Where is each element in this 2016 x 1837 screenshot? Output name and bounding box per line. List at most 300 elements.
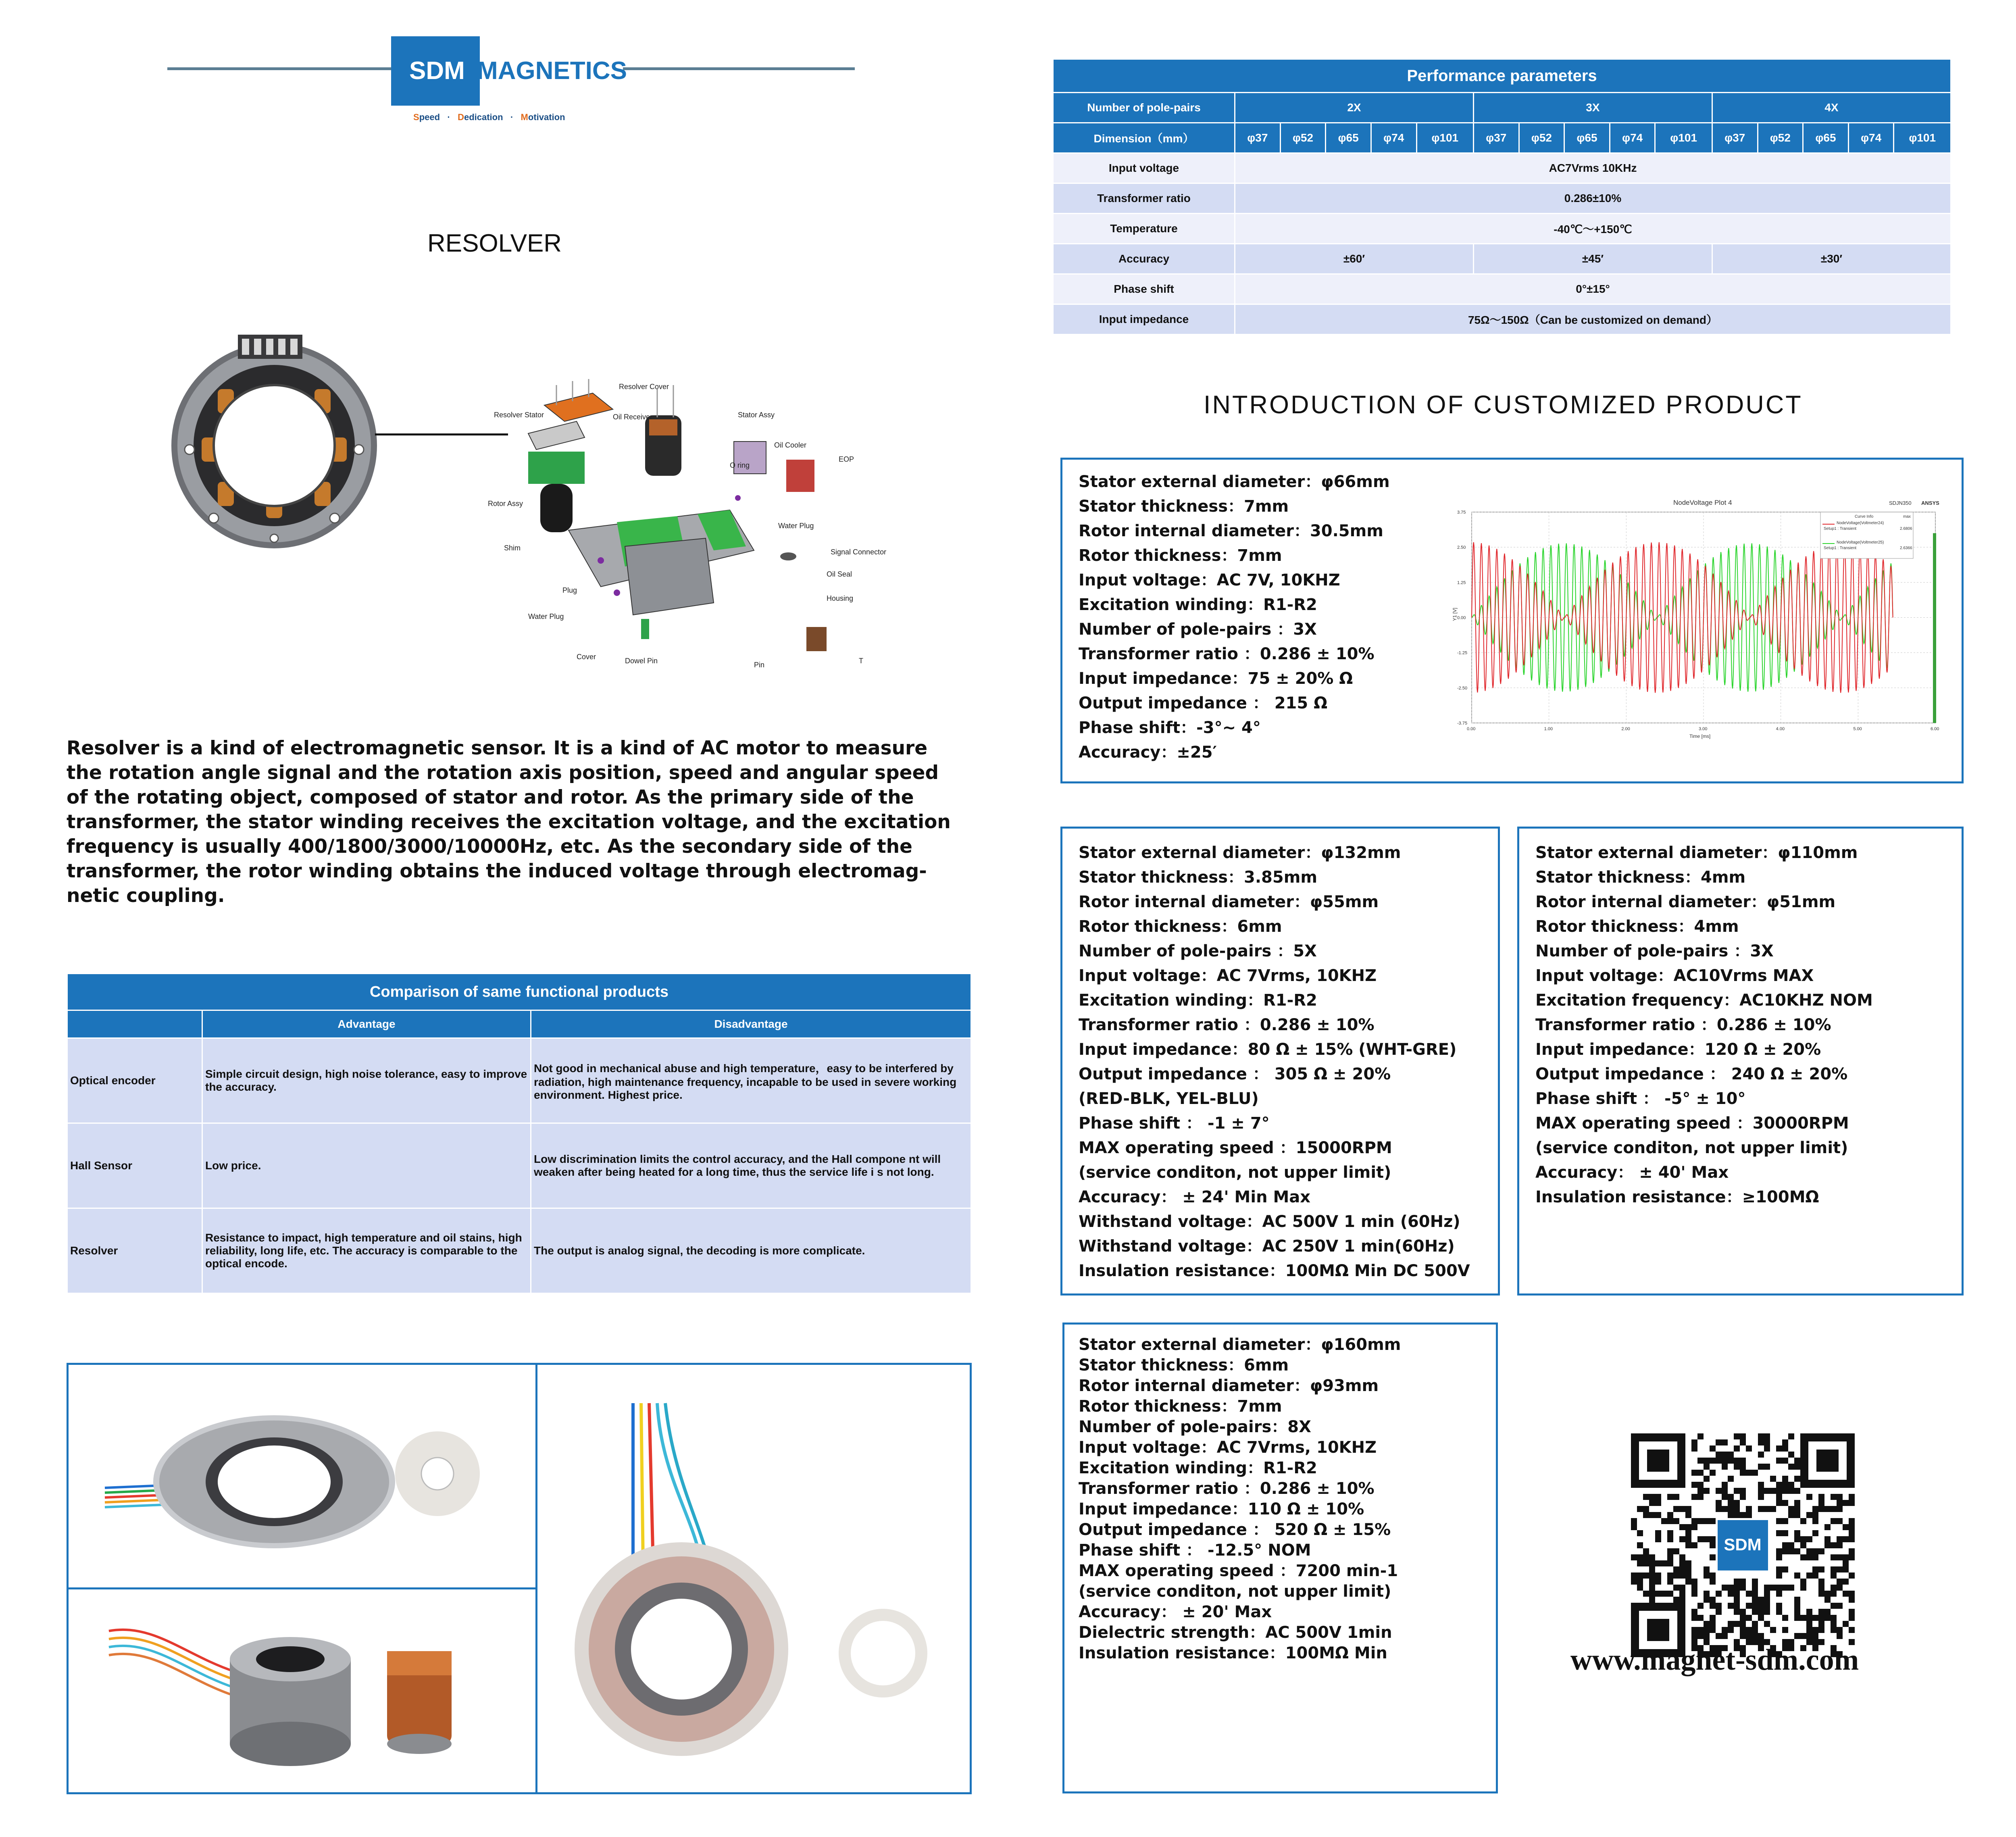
qr-module bbox=[1831, 1585, 1837, 1591]
qr-module bbox=[1722, 1488, 1728, 1494]
qr-module bbox=[1697, 1615, 1704, 1621]
x-tick-label: 3.00 bbox=[1699, 727, 1708, 731]
qr-module bbox=[1764, 1603, 1770, 1609]
spec-line: Accuracy： ± 24' Min Max bbox=[1079, 1188, 1311, 1206]
spec-line: MAX operating speed ：15000RPM bbox=[1079, 1139, 1392, 1157]
qr-module bbox=[1824, 1542, 1831, 1548]
param-value: 0.286±10% bbox=[1235, 184, 1950, 213]
qr-module bbox=[1818, 1609, 1824, 1615]
label-resolver-cover: Resolver Cover bbox=[619, 383, 669, 391]
logo-sdm-text: SDM bbox=[409, 57, 465, 85]
dimension-cell: φ101 bbox=[1894, 123, 1950, 152]
qr-module bbox=[1843, 1560, 1849, 1566]
photo-divider-vertical bbox=[535, 1363, 537, 1794]
qr-module bbox=[1734, 1597, 1740, 1603]
qr-module bbox=[1776, 1488, 1782, 1494]
table-row bbox=[68, 1124, 971, 1208]
qr-module bbox=[1831, 1518, 1837, 1524]
param-label: Transformer ratio bbox=[1054, 184, 1234, 213]
qr-module bbox=[1782, 1530, 1788, 1536]
description-line: transformer, the rotor winding obtains the induced voltage through electromag- bbox=[67, 860, 927, 882]
qr-module bbox=[1649, 1597, 1655, 1603]
qr-module bbox=[1637, 1554, 1643, 1560]
qr-module bbox=[1716, 1439, 1722, 1445]
qr-module bbox=[1788, 1433, 1794, 1439]
qr-module bbox=[1655, 1560, 1661, 1566]
qr-module bbox=[1849, 1572, 1855, 1579]
dimension-cell: φ37 bbox=[1474, 123, 1518, 152]
qr-module bbox=[1691, 1609, 1697, 1615]
qr-module bbox=[1764, 1591, 1770, 1597]
spec-line: MAX operating speed ：30000RPM bbox=[1535, 1114, 1849, 1133]
spec-line: Input impedance：110 Ω ± 10% bbox=[1079, 1500, 1364, 1518]
qr-module bbox=[1734, 1579, 1740, 1585]
label-t: T bbox=[859, 657, 863, 665]
comparison-advantage: Resistance to impact, high temperature and oil stains, high reliability, long life, etc. The accuracy is comparable to the optical encode. bbox=[203, 1209, 530, 1293]
qr-module bbox=[1685, 1512, 1691, 1518]
qr-module bbox=[1631, 1579, 1637, 1585]
dimension-cell: φ74 bbox=[1610, 123, 1655, 152]
qr-module bbox=[1691, 1542, 1697, 1548]
qr-module bbox=[1837, 1542, 1843, 1548]
comparison-table bbox=[67, 973, 972, 1294]
qr-module bbox=[1837, 1536, 1843, 1542]
qr-module bbox=[1776, 1603, 1782, 1609]
qr-module bbox=[1649, 1566, 1655, 1572]
qr-module bbox=[1649, 1585, 1655, 1591]
qr-module bbox=[1710, 1615, 1716, 1621]
qr-module bbox=[1806, 1621, 1812, 1627]
qr-module bbox=[1770, 1585, 1776, 1591]
connector-line bbox=[375, 433, 508, 435]
spec-line: Insulation resistance：100MΩ Min bbox=[1079, 1644, 1387, 1662]
qr-module bbox=[1734, 1445, 1740, 1452]
legend-series-1-name: NodeVoltage(Voltmeter24) bbox=[1837, 521, 1884, 525]
qr-module bbox=[1818, 1615, 1824, 1621]
table-row bbox=[1054, 275, 1950, 304]
qr-module bbox=[1849, 1500, 1855, 1506]
qr-module bbox=[1776, 1494, 1782, 1500]
qr-module bbox=[1794, 1597, 1800, 1603]
qr-module bbox=[1704, 1536, 1710, 1542]
qr-module bbox=[1722, 1452, 1728, 1458]
qr-module bbox=[1728, 1476, 1734, 1482]
qr-module bbox=[1752, 1579, 1758, 1585]
qr-module bbox=[1788, 1542, 1794, 1548]
qr-module bbox=[1806, 1554, 1812, 1560]
qr-module bbox=[1812, 1530, 1818, 1536]
qr-module bbox=[1831, 1566, 1837, 1572]
qr-module bbox=[1734, 1621, 1740, 1627]
qr-module bbox=[1710, 1621, 1716, 1627]
qr-module bbox=[1685, 1524, 1691, 1530]
qr-module bbox=[1734, 1464, 1740, 1470]
qr-module bbox=[1818, 1506, 1824, 1512]
qr-module bbox=[1710, 1542, 1716, 1548]
qr-module bbox=[1831, 1591, 1837, 1597]
param-label: Accuracy bbox=[1054, 244, 1234, 273]
qr-module bbox=[1818, 1591, 1824, 1597]
qr-module bbox=[1734, 1609, 1740, 1615]
qr-module bbox=[1812, 1615, 1818, 1621]
spec-line: Transformer ratio ：0.286 ± 10% bbox=[1079, 1016, 1375, 1034]
qr-module bbox=[1704, 1566, 1710, 1572]
pole-pairs-4x: 4X bbox=[1713, 93, 1950, 122]
label-water-plug-1: Water Plug bbox=[778, 522, 814, 530]
qr-module bbox=[1758, 1609, 1764, 1615]
photo-cylinder-resolver bbox=[105, 1607, 516, 1784]
spec-list-4 bbox=[1079, 1335, 1401, 1664]
param-value: 0°±15° bbox=[1235, 275, 1950, 304]
qr-module bbox=[1812, 1548, 1818, 1554]
dimension-cell: φ52 bbox=[1758, 123, 1803, 152]
qr-module bbox=[1849, 1554, 1855, 1560]
qr-module bbox=[1691, 1445, 1697, 1452]
qr-module bbox=[1752, 1470, 1758, 1476]
qr-module bbox=[1782, 1476, 1788, 1482]
qr-module bbox=[1655, 1494, 1661, 1500]
label-cover: Cover bbox=[577, 653, 596, 661]
qr-module bbox=[1667, 1572, 1673, 1579]
qr-module bbox=[1770, 1488, 1776, 1494]
qr-module bbox=[1740, 1458, 1746, 1464]
qr-module bbox=[1782, 1518, 1788, 1524]
photo-divider-horizontal bbox=[67, 1587, 536, 1589]
resolver-stator-image bbox=[157, 329, 383, 546]
qr-module bbox=[1824, 1506, 1831, 1512]
qr-module bbox=[1758, 1488, 1764, 1494]
qr-module bbox=[1691, 1518, 1697, 1524]
pole-pairs-3x: 3X bbox=[1474, 93, 1712, 122]
qr-module bbox=[1655, 1512, 1661, 1518]
dimension-cell: φ52 bbox=[1281, 123, 1325, 152]
qr-module bbox=[1722, 1494, 1728, 1500]
qr-module bbox=[1691, 1439, 1697, 1445]
qr-module bbox=[1655, 1591, 1661, 1597]
qr-module bbox=[1667, 1494, 1673, 1500]
qr-module bbox=[1837, 1603, 1843, 1609]
spec-line: Excitation winding：R1-R2 bbox=[1079, 991, 1317, 1010]
qr-module bbox=[1685, 1536, 1691, 1542]
website-url[interactable]: www.magnet-sdm.com bbox=[1570, 1643, 1859, 1677]
qr-module bbox=[1752, 1597, 1758, 1603]
qr-module bbox=[1655, 1500, 1661, 1506]
qr-module bbox=[1704, 1633, 1710, 1639]
qr-module bbox=[1697, 1518, 1704, 1524]
performance-table bbox=[1052, 58, 1951, 335]
qr-module bbox=[1734, 1433, 1740, 1439]
qr-module bbox=[1697, 1603, 1704, 1609]
spec-line: Number of pole-pairs ：3X bbox=[1535, 942, 1774, 960]
qr-module bbox=[1740, 1439, 1746, 1445]
qr-module bbox=[1679, 1524, 1685, 1530]
qr-module bbox=[1776, 1585, 1782, 1591]
qr-module bbox=[1728, 1591, 1734, 1597]
qr-module bbox=[1758, 1633, 1764, 1639]
qr-module bbox=[1667, 1530, 1673, 1536]
qr-module bbox=[1649, 1579, 1655, 1585]
spec-line: Input impedance：75 ± 20% Ω bbox=[1079, 669, 1353, 688]
qr-module bbox=[1673, 1506, 1679, 1512]
qr-module bbox=[1685, 1530, 1691, 1536]
spec-line: Rotor internal diameter：φ55mm bbox=[1079, 893, 1379, 911]
qr-module bbox=[1843, 1554, 1849, 1560]
qr-module bbox=[1691, 1470, 1697, 1476]
qr-module bbox=[1758, 1597, 1764, 1603]
qr-module bbox=[1710, 1572, 1716, 1579]
qr-module bbox=[1818, 1566, 1824, 1572]
spec-line: Number of pole-pairs ：3X bbox=[1079, 620, 1317, 639]
qr-module bbox=[1728, 1458, 1734, 1464]
qr-module bbox=[1764, 1609, 1770, 1615]
qr-code[interactable] bbox=[1631, 1433, 1855, 1657]
qr-module bbox=[1722, 1439, 1728, 1445]
qr-module bbox=[1685, 1542, 1691, 1548]
qr-module bbox=[1704, 1488, 1710, 1494]
qr-module bbox=[1818, 1585, 1824, 1591]
description-line: Resolver is a kind of electromagnetic sensor. It is a kind of AC motor to measure bbox=[67, 737, 928, 759]
description-line: netic coupling. bbox=[67, 885, 225, 907]
qr-module bbox=[1776, 1518, 1782, 1524]
dimension-cell: φ101 bbox=[1656, 123, 1711, 152]
qr-module bbox=[1818, 1548, 1824, 1554]
qr-module bbox=[1637, 1579, 1643, 1585]
table-row bbox=[68, 1209, 971, 1293]
qr-module bbox=[1716, 1609, 1722, 1615]
qr-module bbox=[1637, 1542, 1643, 1548]
qr-module bbox=[1691, 1494, 1697, 1500]
spec-line: Withstand voltage：AC 500V 1 min (60Hz) bbox=[1079, 1212, 1460, 1231]
dimension-cell: φ74 bbox=[1849, 123, 1893, 152]
qr-module bbox=[1776, 1458, 1782, 1464]
qr-module bbox=[1679, 1536, 1685, 1542]
qr-center-text: SDM bbox=[1724, 1535, 1762, 1554]
qr-module bbox=[1849, 1609, 1855, 1615]
qr-module bbox=[1752, 1627, 1758, 1633]
qr-module bbox=[1710, 1597, 1716, 1603]
comparison-product-name: Optical encoder bbox=[68, 1039, 202, 1123]
plot-xlabel: Time [ms] bbox=[1689, 733, 1711, 739]
qr-module bbox=[1667, 1560, 1673, 1566]
qr-module bbox=[1788, 1452, 1794, 1458]
qr-module bbox=[1764, 1464, 1770, 1470]
legend-header-curve: Curve Info bbox=[1855, 514, 1874, 519]
qr-module bbox=[1643, 1560, 1649, 1566]
label-shim: Shim bbox=[504, 544, 521, 552]
qr-module bbox=[1697, 1627, 1704, 1633]
qr-module bbox=[1649, 1512, 1655, 1518]
qr-module bbox=[1637, 1530, 1643, 1536]
qr-module bbox=[1782, 1458, 1788, 1464]
qr-module bbox=[1685, 1560, 1691, 1566]
qr-module bbox=[1800, 1585, 1806, 1591]
plot-title: NodeVoltage Plot 4 bbox=[1673, 499, 1732, 506]
qr-module bbox=[1812, 1506, 1818, 1512]
qr-module bbox=[1631, 1572, 1637, 1579]
qr-module bbox=[1710, 1579, 1716, 1585]
qr-module bbox=[1776, 1566, 1782, 1572]
qr-module bbox=[1740, 1615, 1746, 1621]
qr-module bbox=[1643, 1572, 1649, 1579]
spec-line: Input voltage：AC 7V, 10KHZ bbox=[1079, 571, 1340, 589]
qr-module bbox=[1728, 1621, 1734, 1627]
qr-module bbox=[1691, 1633, 1697, 1639]
qr-module bbox=[1728, 1627, 1734, 1633]
y-tick-label: 2.50 bbox=[1457, 545, 1466, 550]
spec-line: Rotor thickness：7mm bbox=[1079, 546, 1282, 565]
qr-module bbox=[1655, 1536, 1661, 1542]
qr-module bbox=[1831, 1615, 1837, 1621]
spec-line: Rotor internal diameter：φ93mm bbox=[1079, 1377, 1379, 1395]
qr-module bbox=[1655, 1572, 1661, 1579]
spec-line: Phase shift ： -1 ± 7° bbox=[1079, 1114, 1270, 1133]
qr-module bbox=[1818, 1494, 1824, 1500]
label-rotor-assy: Rotor Assy bbox=[488, 500, 523, 508]
qr-module bbox=[1752, 1609, 1758, 1615]
qr-module bbox=[1849, 1536, 1855, 1542]
spec-line: Number of pole-pairs ：5X bbox=[1079, 942, 1317, 960]
qr-module bbox=[1782, 1445, 1788, 1452]
qr-module bbox=[1843, 1524, 1849, 1530]
qr-module bbox=[1697, 1482, 1704, 1488]
qr-module bbox=[1734, 1488, 1740, 1494]
qr-module bbox=[1794, 1536, 1800, 1542]
dimension-cell: φ101 bbox=[1417, 123, 1473, 152]
qr-module bbox=[1716, 1500, 1722, 1506]
qr-module bbox=[1837, 1579, 1843, 1585]
qr-module bbox=[1691, 1482, 1697, 1488]
qr-module bbox=[1740, 1433, 1746, 1439]
param-label: Phase shift bbox=[1054, 275, 1234, 304]
qr-module bbox=[1710, 1536, 1716, 1542]
qr-module bbox=[1806, 1633, 1812, 1639]
qr-module bbox=[1740, 1464, 1746, 1470]
qr-module bbox=[1843, 1621, 1849, 1627]
qr-module bbox=[1752, 1633, 1758, 1639]
qr-module bbox=[1691, 1591, 1697, 1597]
qr-module bbox=[1649, 1591, 1655, 1597]
qr-module bbox=[1800, 1542, 1806, 1548]
y-tick-label: 3.75 bbox=[1457, 510, 1466, 515]
comparison-title: Comparison of same functional products bbox=[68, 974, 971, 1010]
legend-series-2-name: NodeVoltage(Voltmeter25) bbox=[1837, 540, 1884, 545]
qr-module bbox=[1843, 1591, 1849, 1597]
qr-module bbox=[1812, 1554, 1818, 1560]
dimension-label: Dimension（mm） bbox=[1054, 123, 1234, 152]
qr-module bbox=[1800, 1518, 1806, 1524]
qr-module bbox=[1746, 1445, 1752, 1452]
logo-line-right bbox=[623, 67, 855, 70]
qr-module bbox=[1758, 1452, 1764, 1458]
node-voltage-plot bbox=[1447, 496, 1947, 742]
qr-module bbox=[1764, 1585, 1770, 1591]
y-tick-label: 1.25 bbox=[1457, 580, 1466, 585]
spec-line: Output impedance ： 240 Ω ± 20% bbox=[1535, 1065, 1848, 1083]
qr-module bbox=[1776, 1482, 1782, 1488]
param-label: Input impedance bbox=[1054, 305, 1234, 334]
qr-module bbox=[1849, 1494, 1855, 1500]
qr-module bbox=[1824, 1597, 1831, 1603]
dimension-cell: φ65 bbox=[1326, 123, 1370, 152]
qr-module bbox=[1788, 1506, 1794, 1512]
qr-module bbox=[1831, 1494, 1837, 1500]
plot-brand-left: SDJN350 bbox=[1889, 500, 1912, 506]
qr-module bbox=[1812, 1566, 1818, 1572]
spec-line: Accuracy：±25′ bbox=[1079, 743, 1217, 762]
qr-module bbox=[1831, 1603, 1837, 1609]
spec-line: Rotor thickness：4mm bbox=[1535, 917, 1739, 936]
qr-module bbox=[1631, 1554, 1637, 1560]
comparison-disadvantage: Not good in mechanical abuse and high temperature，easy to be interfered by radiation, high maintenance frequency, incapable to be used in severe working environment. Highest price. bbox=[531, 1039, 971, 1123]
spec-line: Rotor thickness：6mm bbox=[1079, 917, 1282, 936]
spec-line: Stator external diameter：φ160mm bbox=[1079, 1335, 1401, 1354]
exploded-assembly-image bbox=[488, 377, 891, 683]
qr-module bbox=[1704, 1518, 1710, 1524]
qr-module bbox=[1794, 1548, 1800, 1554]
qr-module bbox=[1764, 1597, 1770, 1603]
qr-module bbox=[1740, 1494, 1746, 1500]
qr-module bbox=[1831, 1572, 1837, 1579]
qr-module bbox=[1849, 1627, 1855, 1633]
qr-module bbox=[1643, 1548, 1649, 1554]
qr-module bbox=[1722, 1482, 1728, 1488]
qr-module bbox=[1710, 1470, 1716, 1476]
qr-module bbox=[1849, 1615, 1855, 1621]
qr-module bbox=[1679, 1585, 1685, 1591]
qr-module bbox=[1679, 1572, 1685, 1579]
qr-module bbox=[1800, 1536, 1806, 1542]
qr-module bbox=[1806, 1572, 1812, 1579]
legend-series-1-max: 2.6806 bbox=[1900, 527, 1912, 531]
qr-module bbox=[1697, 1433, 1704, 1439]
qr-module bbox=[1740, 1633, 1746, 1639]
resolver-description bbox=[67, 736, 951, 908]
qr-module bbox=[1752, 1621, 1758, 1627]
qr-module bbox=[1752, 1591, 1758, 1597]
qr-module bbox=[1734, 1506, 1740, 1512]
spec-line: (service conditon, not upper limit) bbox=[1079, 1163, 1391, 1182]
qr-module bbox=[1782, 1439, 1788, 1445]
qr-module bbox=[1758, 1433, 1764, 1439]
qr-module bbox=[1837, 1633, 1843, 1639]
label-oil-cooler: Oil Cooler bbox=[774, 441, 807, 449]
qr-module bbox=[1843, 1500, 1849, 1506]
qr-module bbox=[1812, 1518, 1818, 1524]
qr-module bbox=[1831, 1506, 1837, 1512]
qr-module bbox=[1837, 1506, 1843, 1512]
qr-module bbox=[1812, 1572, 1818, 1579]
qr-module bbox=[1794, 1572, 1800, 1579]
spec-line: (service conditon, not upper limit) bbox=[1535, 1139, 1848, 1157]
spec-list-1 bbox=[1079, 470, 1390, 765]
qr-module bbox=[1722, 1633, 1728, 1639]
spec-line: Stator external diameter：φ66mm bbox=[1079, 473, 1390, 491]
logo-magnetics-text: MAGNETICS bbox=[477, 57, 627, 85]
qr-module bbox=[1685, 1579, 1691, 1585]
qr-module bbox=[1764, 1621, 1770, 1627]
qr-module bbox=[1661, 1560, 1667, 1566]
qr-module bbox=[1764, 1506, 1770, 1512]
qr-module bbox=[1631, 1518, 1637, 1524]
qr-module bbox=[1746, 1603, 1752, 1609]
table-row bbox=[1054, 214, 1950, 243]
plot-ylabel: Y1 [V] bbox=[1452, 608, 1458, 621]
description-line: transformer, the stator winding receives the excitation voltage, and the excitation bbox=[67, 811, 951, 833]
spec-line: Stator thickness：3.85mm bbox=[1079, 868, 1318, 887]
qr-module bbox=[1740, 1621, 1746, 1627]
qr-module bbox=[1667, 1591, 1673, 1597]
qr-module bbox=[1782, 1548, 1788, 1554]
